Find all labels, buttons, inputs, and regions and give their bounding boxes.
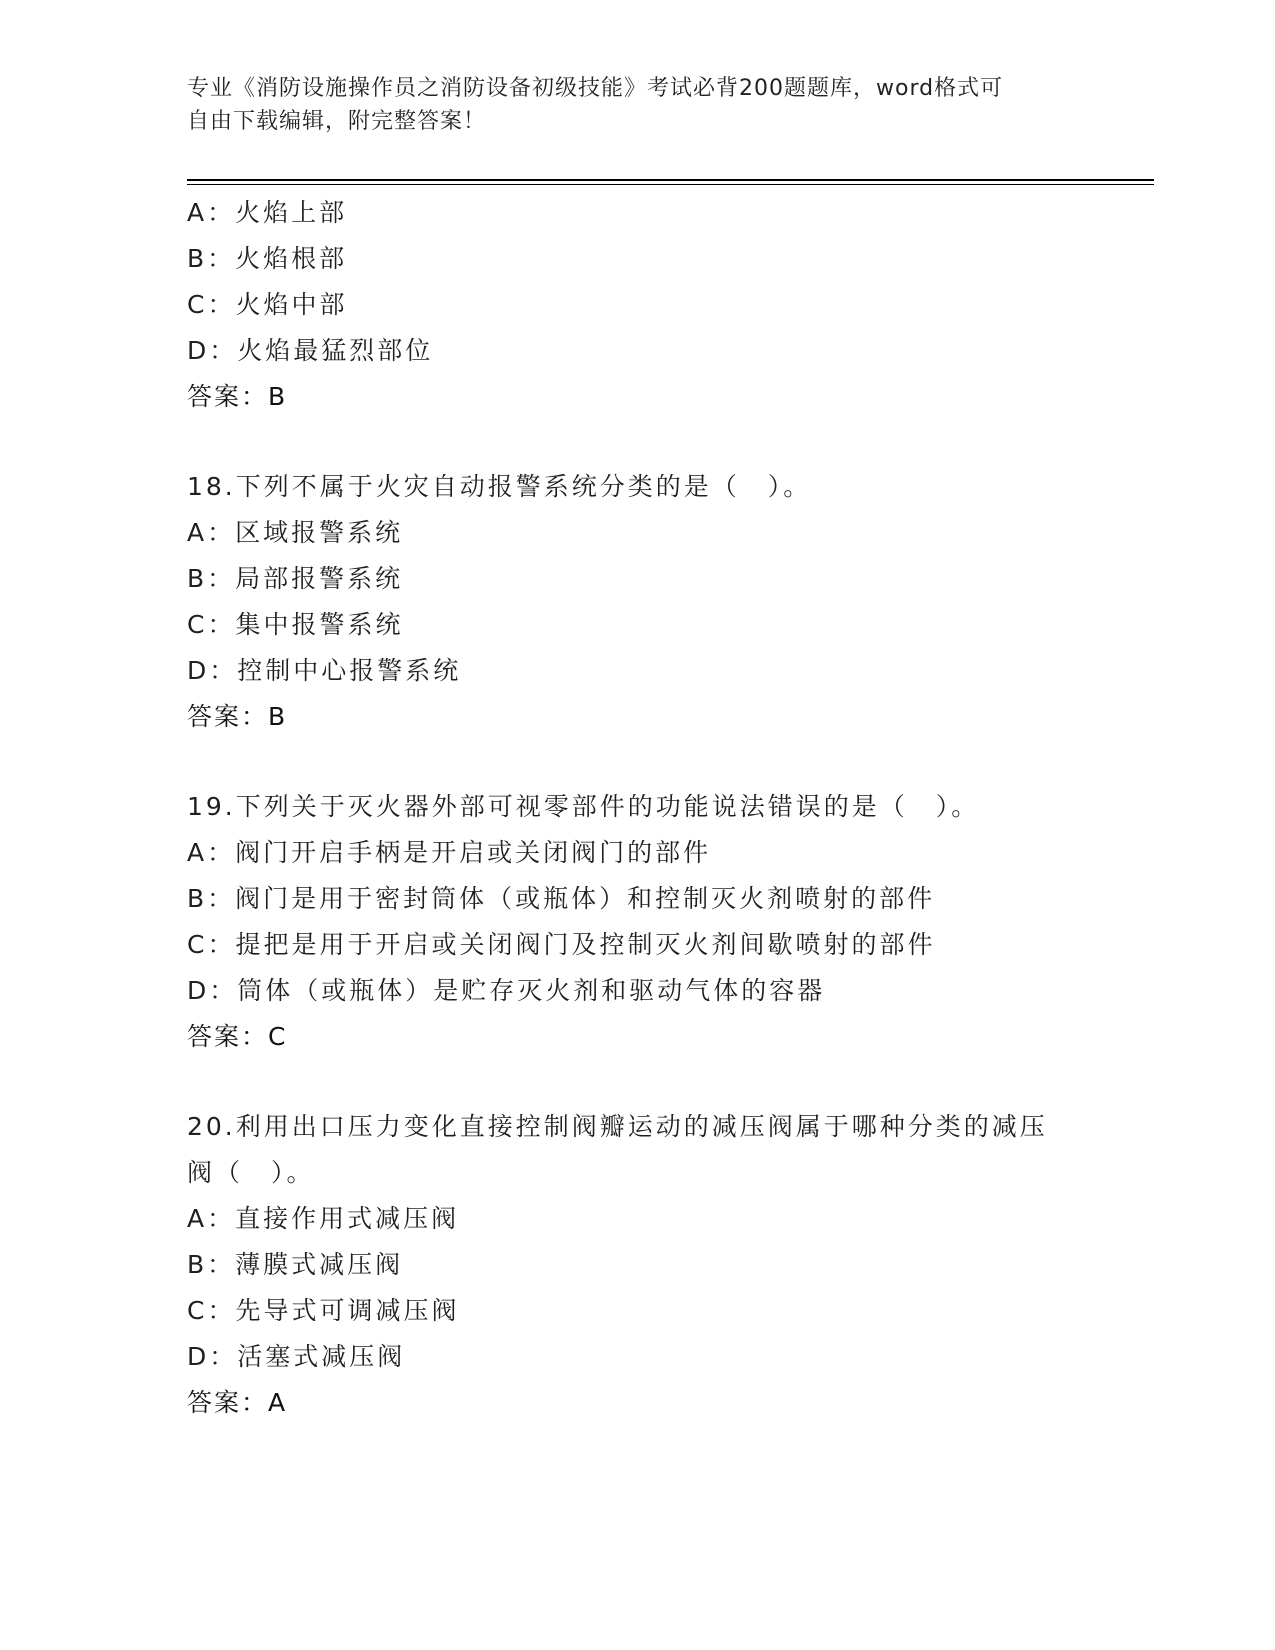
header-rule-thick — [187, 179, 1154, 181]
question-stem: 18.下列不属于火灾自动报警系统分类的是（ ）。 — [187, 472, 812, 501]
question-19 — [187, 784, 1147, 1060]
option-a: A：阀门开启手柄是开启或关闭阀门的部件 — [187, 838, 712, 867]
question-18 — [187, 464, 1147, 740]
option-a: A：区域报警系统 — [187, 518, 404, 547]
option-d: D：筒体（或瓶体）是贮存灭火剂和驱动气体的容器 — [187, 976, 826, 1005]
document-header — [187, 72, 1087, 138]
option-d: D：火焰最猛烈部位 — [187, 336, 434, 365]
option-a: A：火焰上部 — [187, 198, 348, 227]
question-20 — [187, 1104, 1147, 1426]
option-a: A：直接作用式减压阀 — [187, 1204, 460, 1233]
question-stem-line-2: 阀（ ）。 — [187, 1158, 315, 1187]
option-c: C：提把是用于开启或关闭阀门及控制灭火剂间歇喷射的部件 — [187, 930, 936, 959]
option-d: D：控制中心报警系统 — [187, 656, 462, 685]
option-b: B：局部报警系统 — [187, 564, 404, 593]
header-line-1: 专业《消防设施操作员之消防设备初级技能》考试必背200题题库，word格式可 — [187, 76, 1004, 101]
header-line-2: 自由下载编辑，附完整答案！ — [187, 109, 487, 134]
option-b: B：薄膜式减压阀 — [187, 1250, 404, 1279]
header-rule-thin — [187, 184, 1154, 185]
question-list — [187, 190, 1147, 1470]
answer-line: 答案：A — [187, 1388, 288, 1417]
option-b: B：阀门是用于密封筒体（或瓶体）和控制灭火剂喷射的部件 — [187, 884, 936, 913]
option-c: C：火焰中部 — [187, 290, 348, 319]
answer-line: 答案：B — [187, 382, 288, 411]
question-17-continued — [187, 190, 1147, 420]
answer-line: 答案：B — [187, 702, 288, 731]
answer-line: 答案：C — [187, 1022, 288, 1051]
option-c: C：先导式可调减压阀 — [187, 1296, 460, 1325]
option-b: B：火焰根部 — [187, 244, 348, 273]
option-c: C：集中报警系统 — [187, 610, 404, 639]
question-stem-line-1: 20.利用出口压力变化直接控制阀瓣运动的减压阀属于哪种分类的减压 — [187, 1112, 1048, 1141]
question-stem: 19.下列关于灭火器外部可视零部件的功能说法错误的是（ ）。 — [187, 792, 980, 821]
option-d: D：活塞式减压阀 — [187, 1342, 406, 1371]
